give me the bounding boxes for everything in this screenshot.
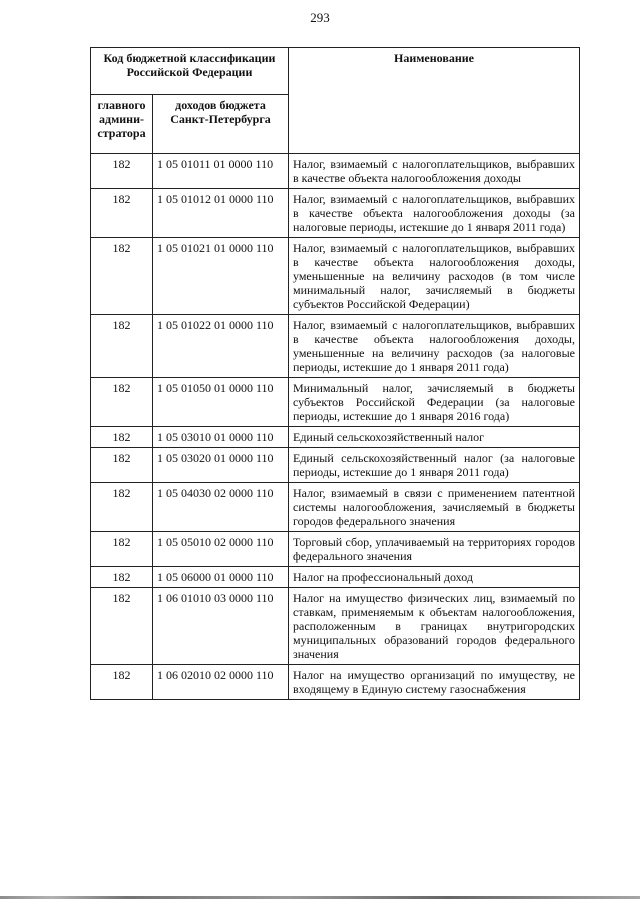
income-code-cell: 1 05 03010 01 0000 110 — [153, 427, 289, 448]
header-income: доходов бюджета Санкт-Петербурга — [153, 95, 289, 154]
admin-code-cell: 182 — [91, 665, 153, 700]
table-row — [91, 567, 580, 588]
name-cell: Минимальный налог, зачисляемый в бюджеты субъектов Российской Федерации (за налоговые периоды, истекшие до 1 января 2016 года) — [289, 378, 580, 427]
income-code-cell: 1 05 01022 01 0000 110 — [153, 315, 289, 378]
table-row — [91, 378, 580, 427]
name-cell: Единый сельскохозяйственный налог — [289, 427, 580, 448]
header-name: Наименование — [289, 48, 580, 154]
table-row — [91, 665, 580, 700]
income-code-cell: 1 06 01010 03 0000 110 — [153, 588, 289, 665]
admin-code-cell: 182 — [91, 483, 153, 532]
name-cell: Налог на имущество организаций по имуществу, не входящему в Единую систему газоснабжения — [289, 665, 580, 700]
header-admin: главного админи-стратора — [91, 95, 153, 154]
income-code-cell: 1 06 02010 02 0000 110 — [153, 665, 289, 700]
name-cell: Налог на профессиональный доход — [289, 567, 580, 588]
name-cell: Налог, взимаемый в связи с применением патентной системы налогообложения, зачисляемый в бюджеты городов федерального значения — [289, 483, 580, 532]
table-row — [91, 588, 580, 665]
admin-code-cell: 182 — [91, 154, 153, 189]
admin-code-cell: 182 — [91, 427, 153, 448]
name-cell: Торговый сбор, уплачиваемый на территориях городов федерального значения — [289, 532, 580, 567]
admin-code-cell: 182 — [91, 588, 153, 665]
admin-code-cell: 182 — [91, 567, 153, 588]
table-row — [91, 532, 580, 567]
income-code-cell: 1 05 01012 01 0000 110 — [153, 189, 289, 238]
table-row — [91, 189, 580, 238]
name-cell: Налог на имущество физических лиц, взимаемый по ставкам, применяемым к объектам налогообложения, расположенным в границах внутригородских муниципальных образований городов федерального значения — [289, 588, 580, 665]
page-number: 293 — [310, 10, 330, 25]
income-code-cell: 1 05 01021 01 0000 110 — [153, 238, 289, 315]
table-header-row — [91, 48, 580, 95]
header-classification-code: Код бюджетной классификации Российской Федерации — [91, 48, 289, 95]
income-code-cell: 1 05 03020 01 0000 110 — [153, 448, 289, 483]
table-row — [91, 427, 580, 448]
budget-classification-table — [90, 47, 580, 700]
admin-code-cell: 182 — [91, 448, 153, 483]
income-code-cell: 1 05 06000 01 0000 110 — [153, 567, 289, 588]
admin-code-cell: 182 — [91, 238, 153, 315]
admin-code-cell: 182 — [91, 378, 153, 427]
admin-code-cell: 182 — [91, 315, 153, 378]
name-cell: Налог, взимаемый с налогоплательщиков, выбравших в качестве объекта налогообложения доходы, уменьшенные на величину расходов (за налоговые периоды, истекшие до 1 января 2011 года) — [289, 315, 580, 378]
name-cell: Налог, взимаемый с налогоплательщиков, выбравших в качестве объекта налогообложения доходы, уменьшенные на величину расходов (в том числе минимальный налог, зачисляемый в бюджеты субъектов Российской Федерации) — [289, 238, 580, 315]
admin-code-cell: 182 — [91, 189, 153, 238]
name-cell: Налог, взимаемый с налогоплательщиков, выбравших в качестве объекта налогообложения доходы (за налоговые периоды, истекшие до 1 января 2011 года) — [289, 189, 580, 238]
table-row — [91, 315, 580, 378]
income-code-cell: 1 05 05010 02 0000 110 — [153, 532, 289, 567]
name-cell: Налог, взимаемый с налогоплательщиков, выбравших в качестве объекта налогообложения доходы — [289, 154, 580, 189]
table-row — [91, 483, 580, 532]
table-row — [91, 238, 580, 315]
income-code-cell: 1 05 01050 01 0000 110 — [153, 378, 289, 427]
name-cell: Единый сельскохозяйственный налог (за налоговые периоды, истекшие до 1 января 2011 года) — [289, 448, 580, 483]
income-code-cell: 1 05 01011 01 0000 110 — [153, 154, 289, 189]
admin-code-cell: 182 — [91, 532, 153, 567]
table-body — [91, 154, 580, 700]
table-row — [91, 448, 580, 483]
table-row — [91, 154, 580, 189]
scan-edge-line — [0, 896, 640, 899]
income-code-cell: 1 05 04030 02 0000 110 — [153, 483, 289, 532]
